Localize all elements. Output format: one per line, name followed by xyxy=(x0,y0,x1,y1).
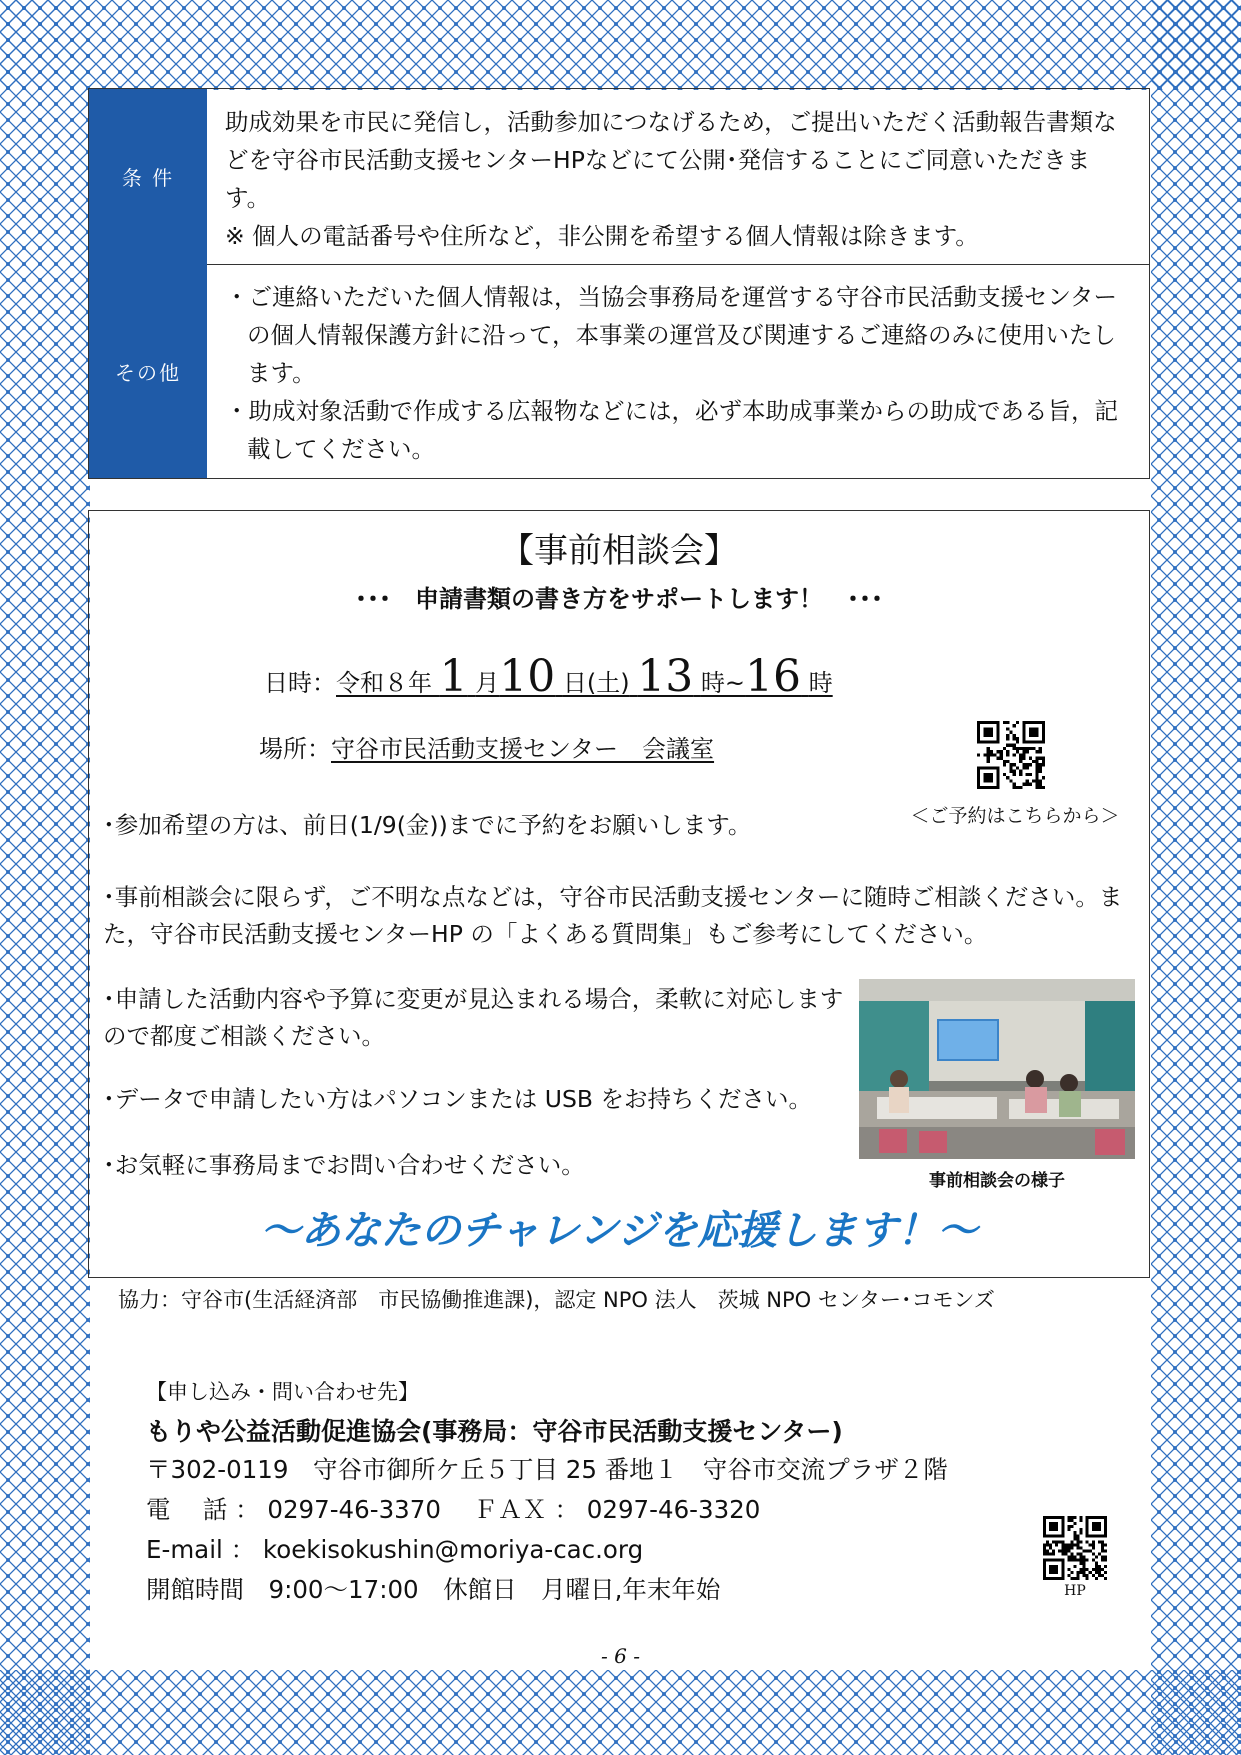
reservation-qr-caption: ＜ご予約はこちらから＞ xyxy=(910,805,1120,827)
date-month: 1 xyxy=(439,651,468,702)
contact-phone-fax: 電 話 ： 0297-46-3370 ＦＡＸ ： 0297-46-3320 xyxy=(146,1495,761,1524)
decorative-border-right xyxy=(1151,0,1241,1755)
consultation-note: ･事前相談会に限らず，ご不明な点などは，守谷市民活動支援センターに随時ご相談ください。また，守谷市民活動支援センターHP の「よくある質問集」もご参考にしてください。 xyxy=(103,883,1123,948)
time-start: 13 xyxy=(637,651,694,702)
page-number: - 6 - xyxy=(601,1644,640,1668)
conditions-label: 条 件 xyxy=(89,89,207,264)
consultation-title: 【事前相談会】 xyxy=(500,531,738,571)
other-content xyxy=(207,264,1149,478)
date-month-unit: 月 xyxy=(475,669,500,697)
conditions-table xyxy=(88,88,1150,479)
place-value: 守谷市民活動支援センター 会議室 xyxy=(331,735,715,763)
consultation-photo xyxy=(859,979,1135,1159)
reservation-qr-code-icon[interactable] xyxy=(977,721,1045,789)
photo-caption: 事前相談会の様子 xyxy=(929,1171,1065,1191)
slogan: ～あなたのチャレンジを応援します！～ xyxy=(260,1208,978,1254)
place-label: 場所： xyxy=(259,735,331,763)
decorative-border-left xyxy=(0,0,90,1755)
cooperation-credit: 協力：守谷市(生活経済部 市民協働推進課)，認定 NPO 法人 茨城 NPO センター･コモンズ xyxy=(118,1288,995,1312)
other-label: その他 xyxy=(89,264,207,478)
conditions-text: 助成効果を市民に発信し，活動参加につなげるため，ご提出いただく活動報告書類などを守谷市民活動支援センターHPなどにて公開･発信することにご同意いただきます。 xyxy=(225,108,1117,212)
decorative-border-bottom xyxy=(0,1670,1241,1755)
decorative-border-top xyxy=(0,0,1241,90)
conditions-note: ※ 個人の電話番号や住所など，非公開を希望する個人情報は除きます。 xyxy=(225,222,979,250)
consultation-subtitle: ･･･ 申請書類の書き方をサポートします！ ･･･ xyxy=(355,585,883,613)
change-note: ･申請した活動内容や予算に変更が見込まれる場合，柔軟に対応しますので都度ご相談ください。 xyxy=(103,985,844,1050)
contact-heading: 【申し込み・問い合わせ先】 xyxy=(146,1380,419,1404)
contact-email[interactable]: E-mail ： koekisokushin@moriya-cac.org xyxy=(146,1535,644,1564)
date-label: 日時： xyxy=(264,669,336,697)
contact-section xyxy=(146,1376,948,1608)
contact-address: 〒302-0119 守谷市御所ケ丘５丁目 25 番地１ 守谷市交流プラザ２階 xyxy=(146,1455,948,1484)
time-start-unit: 時~ xyxy=(700,669,746,697)
consultation-datetime xyxy=(264,651,833,702)
contact-organization: もりや公益活動促進協会(事務局：守谷市民活動支援センター) xyxy=(146,1417,843,1446)
contact-note: ･お気軽に事務局までお問い合わせください。 xyxy=(103,1151,585,1179)
time-end: 16 xyxy=(745,651,802,702)
other-bullet-publicity: ・助成対象活動で作成する広報物などには，必ず本助成事業からの助成である旨，記載してください。 xyxy=(225,397,1118,463)
other-bullet-privacy: ・ご連絡いただいた個人情報は，当協会事務局を運営する守谷市民活動支援センターの個人情報保護方針に沿って，本事業の運営及び関連するご連絡のみに使用いたします。 xyxy=(225,283,1118,387)
contact-hours: 開館時間 9:00～17:00 休館日 月曜日,年末年始 xyxy=(146,1575,721,1604)
date-day: 10 xyxy=(499,651,556,702)
consultation-box xyxy=(88,510,1150,1278)
conditions-row xyxy=(89,89,1149,265)
date-era: 令和８年 xyxy=(336,669,432,697)
date-value xyxy=(336,651,833,702)
data-submission-note: ･データで申請したい方はパソコンまたは USB をお持ちください。 xyxy=(103,1085,812,1113)
meeting-room-photo-icon xyxy=(859,979,1135,1159)
time-end-unit: 時 xyxy=(808,669,833,697)
other-row xyxy=(89,264,1149,478)
date-day-unit: 日(土) xyxy=(562,669,630,697)
homepage-qr-caption: HP xyxy=(1064,1583,1086,1599)
conditions-content xyxy=(207,89,1149,264)
consultation-place xyxy=(259,729,714,764)
homepage-qr-code-icon[interactable] xyxy=(1043,1516,1107,1580)
reservation-note: ･参加希望の方は、前日(1/9(金))までに予約をお願いします。 xyxy=(103,811,752,839)
